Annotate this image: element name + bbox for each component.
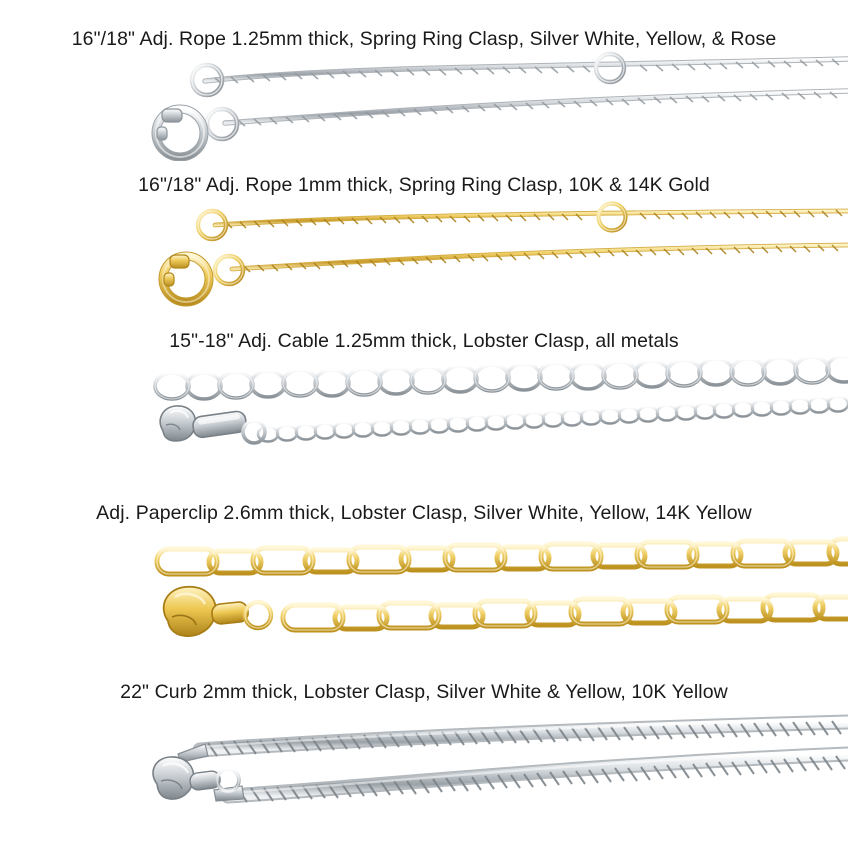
rope-gold-svg xyxy=(0,197,848,307)
chain-illustration-paperclip-gold xyxy=(0,525,848,655)
paperclip-gold-svg xyxy=(0,525,848,655)
rope-lower-strand xyxy=(215,245,848,284)
chain-block-rope-silver xyxy=(0,0,848,160)
chain-caption: 16"/18" Adj. Rope 1mm thick, Spring Ring Clasp, 10K & 14K Gold xyxy=(138,174,710,196)
chain-block-paperclip-gold xyxy=(0,490,848,665)
curb-lower-strand xyxy=(214,751,848,802)
curb-silver-svg xyxy=(0,704,848,824)
chain-illustration-curb-silver xyxy=(0,704,848,824)
chain-caption: 16"/18" Adj. Rope 1.25mm thick, Spring Ring Clasp, Silver White, Yellow, & Rose xyxy=(71,28,777,50)
chain-block-cable-silver xyxy=(0,320,848,490)
chain-block-rope-gold xyxy=(0,160,848,320)
paperclip-upper-row xyxy=(157,539,848,574)
clasp-jump-ring xyxy=(243,421,265,443)
chain-caption: 15"-18" Adj. Cable 1.25mm thick, Lobster Clasp, all metals xyxy=(169,330,679,352)
chain-caption: Adj. Paperclip 2.6mm thick, Lobster Clasp, Silver White, Yellow, 14K Yellow xyxy=(96,502,752,524)
spring-ring-clasp xyxy=(163,255,209,302)
chain-illustration-rope-gold xyxy=(0,197,848,307)
cable-lower-chain xyxy=(258,397,848,442)
rope-upper-strand xyxy=(198,204,848,240)
spring-ring-clasp xyxy=(156,109,204,157)
chain-block-curb-silver xyxy=(0,665,848,840)
paperclip-lower-row xyxy=(283,595,848,630)
chain-illustration-rope-silver xyxy=(0,51,848,161)
rope-silver-svg xyxy=(0,51,848,161)
cable-silver-svg xyxy=(0,353,848,478)
rope-upper-strand xyxy=(192,54,848,95)
chain-illustration-cable-silver xyxy=(0,353,848,478)
cable-upper-extender xyxy=(155,356,848,399)
lobster-clasp xyxy=(160,406,265,443)
chain-caption: 22" Curb 2mm thick, Lobster Clasp, Silver White & Yellow, 10K Yellow xyxy=(120,681,728,703)
lobster-clasp xyxy=(164,587,271,636)
rope-lower-strand xyxy=(207,91,848,139)
